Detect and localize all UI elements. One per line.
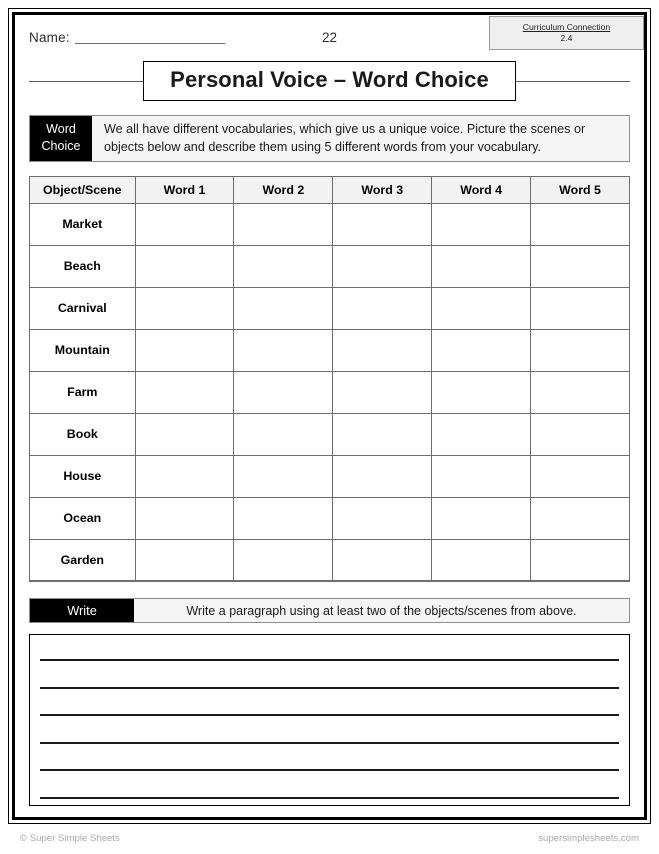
word-entry-cell[interactable]	[135, 245, 234, 287]
word-entry-cell[interactable]	[432, 539, 531, 581]
word-entry-cell[interactable]	[531, 245, 630, 287]
word-entry-cell[interactable]	[432, 329, 531, 371]
word-choice-table	[29, 176, 630, 583]
write-instruction-strip	[29, 598, 630, 623]
name-label: Name:	[29, 29, 70, 45]
word-entry-cell[interactable]	[234, 497, 333, 539]
table-row	[30, 497, 630, 539]
word-entry-cell[interactable]	[333, 245, 432, 287]
table-row	[30, 539, 630, 581]
page-title: Personal Voice – Word Choice	[143, 61, 516, 101]
word-entry-cell[interactable]	[234, 539, 333, 581]
word-entry-cell[interactable]	[432, 413, 531, 455]
object-scene-label: Book	[30, 413, 136, 455]
word-entry-cell[interactable]	[234, 287, 333, 329]
word-entry-cell[interactable]	[135, 497, 234, 539]
word-entry-cell[interactable]	[432, 287, 531, 329]
object-scene-label: Farm	[30, 371, 136, 413]
word-choice-instruction-strip	[29, 115, 630, 162]
word-entry-cell[interactable]	[432, 497, 531, 539]
page-inner-border	[12, 12, 647, 820]
table-row	[30, 203, 630, 245]
table-header-cell-0: Object/Scene	[30, 176, 136, 203]
word-entry-cell[interactable]	[234, 329, 333, 371]
write-instruction-text: Write a paragraph using at least two of the objects/scenes from above.	[134, 599, 629, 622]
table-row	[30, 455, 630, 497]
curriculum-connection-code: 2.4	[560, 33, 573, 43]
word-entry-cell[interactable]	[333, 539, 432, 581]
word-entry-cell[interactable]	[531, 539, 630, 581]
object-scene-label: Ocean	[30, 497, 136, 539]
word-choice-tag-line-1: Word	[46, 122, 76, 137]
word-choice-tag-line-2: Choice	[41, 139, 81, 154]
page-number: 22	[321, 29, 338, 45]
word-entry-cell[interactable]	[432, 245, 531, 287]
writing-line[interactable]	[40, 659, 619, 661]
word-entry-cell[interactable]	[135, 539, 234, 581]
writing-line[interactable]	[40, 769, 619, 771]
header-meta-row	[29, 15, 630, 59]
table-row	[30, 371, 630, 413]
word-entry-cell[interactable]	[234, 371, 333, 413]
word-entry-cell[interactable]	[531, 413, 630, 455]
table-header-cell-4: Word 4	[432, 176, 531, 203]
word-entry-cell[interactable]	[531, 371, 630, 413]
table-header-cell-2: Word 2	[234, 176, 333, 203]
object-scene-label: Mountain	[30, 329, 136, 371]
writing-line[interactable]	[40, 687, 619, 689]
word-entry-cell[interactable]	[531, 455, 630, 497]
word-entry-cell[interactable]	[333, 455, 432, 497]
table-header-cell-1: Word 1	[135, 176, 234, 203]
object-scene-label: House	[30, 455, 136, 497]
footer-copyright: © Super Simple Sheets	[20, 832, 120, 844]
word-entry-cell[interactable]	[333, 203, 432, 245]
word-entry-cell[interactable]	[234, 245, 333, 287]
name-input-blank[interactable]	[75, 30, 225, 44]
table-row	[30, 329, 630, 371]
word-entry-cell[interactable]	[432, 203, 531, 245]
table-row	[30, 287, 630, 329]
table-header-cell-3: Word 3	[333, 176, 432, 203]
word-entry-cell[interactable]	[135, 371, 234, 413]
table-header-row	[30, 176, 630, 203]
writing-line[interactable]	[40, 797, 619, 799]
object-scene-label: Garden	[30, 539, 136, 581]
write-tag: Write	[30, 599, 134, 622]
word-entry-cell[interactable]	[135, 203, 234, 245]
word-entry-cell[interactable]	[333, 497, 432, 539]
writing-line[interactable]	[40, 742, 619, 744]
writing-line[interactable]	[40, 714, 619, 716]
table-row	[30, 413, 630, 455]
word-entry-cell[interactable]	[135, 287, 234, 329]
word-entry-cell[interactable]	[432, 455, 531, 497]
table-row	[30, 245, 630, 287]
word-entry-cell[interactable]	[531, 203, 630, 245]
word-entry-cell[interactable]	[531, 497, 630, 539]
word-entry-cell[interactable]	[333, 371, 432, 413]
word-entry-cell[interactable]	[234, 203, 333, 245]
word-entry-cell[interactable]	[333, 329, 432, 371]
paragraph-writing-area[interactable]	[29, 634, 630, 806]
object-scene-label: Market	[30, 203, 136, 245]
word-entry-cell[interactable]	[531, 329, 630, 371]
object-scene-label: Beach	[30, 245, 136, 287]
word-entry-cell[interactable]	[135, 455, 234, 497]
word-entry-cell[interactable]	[432, 371, 531, 413]
word-entry-cell[interactable]	[333, 413, 432, 455]
table-header-cell-5: Word 5	[531, 176, 630, 203]
word-entry-cell[interactable]	[234, 455, 333, 497]
word-entry-cell[interactable]	[135, 329, 234, 371]
curriculum-connection-title: Curriculum Connection	[522, 22, 611, 33]
word-choice-table-wrapper	[29, 176, 630, 583]
object-scene-label: Carnival	[30, 287, 136, 329]
curriculum-connection-badge	[489, 16, 644, 50]
word-choice-tag	[30, 116, 92, 161]
page-footer	[8, 828, 651, 848]
footer-website: supersimplesheets.com	[538, 832, 639, 844]
word-entry-cell[interactable]	[531, 287, 630, 329]
word-entry-cell[interactable]	[333, 287, 432, 329]
word-entry-cell[interactable]	[135, 413, 234, 455]
word-choice-instruction-text: We all have different vocabularies, which give us a unique voice. Picture the scenes or objects below and describe them using 5 different words from your vocabulary.	[92, 116, 629, 161]
title-band	[29, 61, 630, 101]
word-entry-cell[interactable]	[234, 413, 333, 455]
